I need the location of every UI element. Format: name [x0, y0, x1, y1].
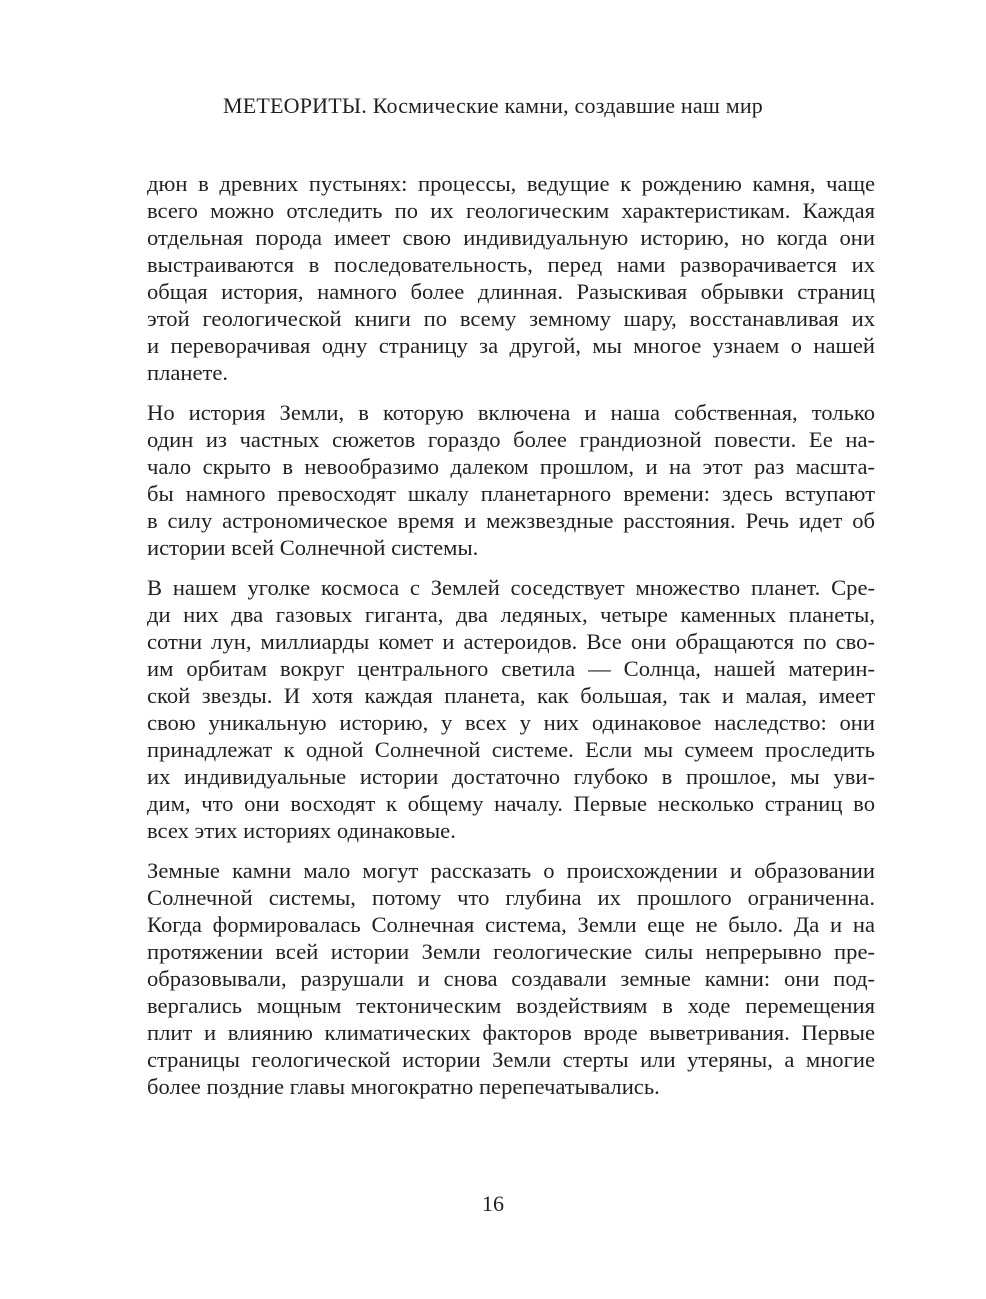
body-text [147, 170, 875, 1113]
text-line: Земные камни мало могут рассказать о происхождении и образовании [147, 858, 875, 883]
text-line: плит и влиянию климатических факторов вроде выветривания. Первые [147, 1020, 875, 1045]
text-line: дим, что они восходят к общему началу. Первые несколько страниц во [147, 791, 875, 816]
text-line: общая история, намного более длинная. Разыскивая обрывки страниц [147, 279, 875, 304]
text-line: Солнечной системы, потому что глубина их прошлого ограниченна. [147, 885, 875, 910]
paragraph-3 [147, 574, 875, 844]
text-line: протяжении всей истории Земли геологические силы непрерывно пре- [147, 939, 875, 964]
text-line: принадлежат к одной Солнечной системе. Если мы сумеем проследить [147, 737, 875, 762]
text-line: всего можно отследить по их геологическим характеристикам. Каждая [147, 198, 875, 223]
paragraph-2 [147, 399, 875, 561]
text-line: ди них два газовых гиганта, два ледяных, четыре каменных планеты, [147, 602, 875, 627]
text-line: в силу астрономическое время и межзвездные расстояния. Речь идет об [147, 508, 875, 533]
text-line: и переворачивая одну страницу за другой, мы многое узнаем о нашей [147, 333, 875, 358]
text-line: им орбитам вокруг центрального светила — Солнца, нашей материн- [147, 656, 875, 681]
text-line: сотни лун, миллиарды комет и астероидов. Все они обращаются по сво- [147, 629, 875, 654]
text-line: дюн в древних пустынях: процессы, ведущие к рождению камня, чаще [147, 171, 875, 196]
text-line: Но история Земли, в которую включена и наша собственная, только [147, 400, 875, 425]
text-line: Когда формировалась Солнечная система, Земли еще не было. Да и на [147, 912, 875, 937]
text-line: ской звезды. И хотя каждая планета, как большая, так и малая, имеет [147, 683, 875, 708]
text-line: всех этих историях одинаковые. [147, 818, 456, 843]
text-line: чало скрыто в невообразимо далеком прошлом, и на этот раз масшта- [147, 454, 875, 479]
text-line: вергались мощным тектоническим воздействиям в ходе перемещения [147, 993, 875, 1018]
text-line: более поздние главы многократно перепечатывались. [147, 1074, 660, 1099]
text-line: их индивидуальные истории достаточно глубоко в прошлое, мы уви- [147, 764, 875, 789]
text-line: этой геологической книги по всему земному шару, восстанавливая их [147, 306, 875, 331]
paragraph-1 [147, 170, 875, 386]
text-line: В нашем уголке космоса с Землей соседствует множество планет. Сре- [147, 575, 875, 600]
page-number: 16 [482, 1191, 504, 1216]
text-line: выстраиваются в последовательность, перед нами разворачивается их [147, 252, 875, 277]
paragraph-4 [147, 857, 875, 1100]
text-line: страницы геологической истории Земли стерты или утеряны, а многие [147, 1047, 875, 1072]
text-line: отдельная порода имеет свою индивидуальную историю, но когда они [147, 225, 875, 250]
running-header: МЕТЕОРИТЫ. Космические камни, создавшие наш мир [222, 93, 763, 118]
text-line: один из частных сюжетов гораздо более грандиозной повести. Ее на- [147, 427, 875, 452]
text-line: свою уникальную историю, у всех у них одинаковое наследство: они [147, 710, 875, 735]
text-line: планете. [147, 360, 229, 385]
text-line: бы намного превосходят шкалу планетарного времени: здесь вступают [147, 481, 875, 506]
text-line: истории всей Солнечной системы. [147, 535, 479, 560]
text-line: образовывали, разрушали и снова создавали земные камни: они под- [147, 966, 875, 991]
